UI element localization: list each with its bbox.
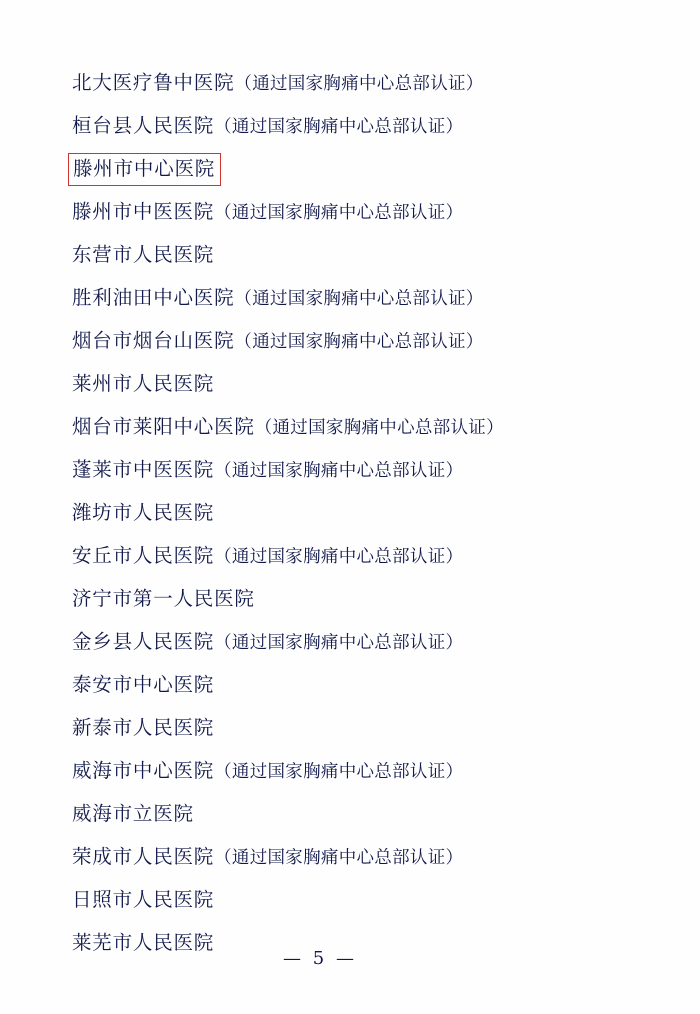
hospital-name: 烟台市莱阳中心医院 <box>72 415 255 438</box>
list-item <box>72 578 632 621</box>
list-item <box>72 105 632 148</box>
list-item <box>72 62 632 105</box>
hospital-name: 北大医疗鲁中医院 <box>72 71 235 94</box>
hospital-note: （通过国家胸痛中心总部认证） <box>214 762 464 782</box>
list-item <box>72 664 632 707</box>
hospital-name: 泰安市中心医院 <box>72 673 215 696</box>
hospital-name: 威海市立医院 <box>72 802 194 825</box>
list-item <box>72 320 632 363</box>
hospital-list <box>72 62 632 965</box>
hospital-note: （通过国家胸痛中心总部认证） <box>214 203 464 223</box>
hospital-name: 莱芜市人民医院 <box>72 931 215 954</box>
list-item <box>72 621 632 664</box>
hospital-name: 荣成市人民医院 <box>72 845 215 868</box>
list-item-highlighted <box>72 148 632 191</box>
list-item <box>72 707 632 750</box>
hospital-name: 济宁市第一人民医院 <box>72 587 255 610</box>
hospital-name: 莱州市人民医院 <box>72 372 215 395</box>
list-item <box>72 492 632 535</box>
page-number: — 5 — <box>283 948 357 969</box>
hospital-name: 安丘市人民医院 <box>72 544 215 567</box>
list-item <box>72 793 632 836</box>
list-item <box>72 363 632 406</box>
hospital-note: （通过国家胸痛中心总部认证） <box>214 633 464 653</box>
hospital-note: （通过国家胸痛中心总部认证） <box>234 289 484 309</box>
hospital-note: （通过国家胸痛中心总部认证） <box>214 461 464 481</box>
hospital-name: 东营市人民医院 <box>72 243 215 266</box>
hospital-name: 胜利油田中心医院 <box>72 286 235 309</box>
hospital-name: 烟台市烟台山医院 <box>72 329 235 352</box>
hospital-name: 威海市中心医院 <box>72 759 215 782</box>
hospital-name: 新泰市人民医院 <box>72 716 215 739</box>
list-item <box>72 277 632 320</box>
list-item <box>72 535 632 578</box>
list-item <box>72 191 632 234</box>
list-item <box>72 449 632 492</box>
hospital-note: （通过国家胸痛中心总部认证） <box>214 117 464 137</box>
list-item <box>72 879 632 922</box>
hospital-name: 金乡县人民医院 <box>72 630 215 653</box>
hospital-note: （通过国家胸痛中心总部认证） <box>214 848 464 868</box>
hospital-note: （通过国家胸痛中心总部认证） <box>234 332 484 352</box>
hospital-note: （通过国家胸痛中心总部认证） <box>234 74 484 94</box>
hospital-note: （通过国家胸痛中心总部认证） <box>214 547 464 567</box>
hospital-name: 潍坊市人民医院 <box>72 501 215 524</box>
hospital-name: 桓台县人民医院 <box>72 114 215 137</box>
hospital-name: 滕州市中心医院 <box>68 153 221 186</box>
list-item <box>72 234 632 277</box>
list-item <box>72 836 632 879</box>
hospital-note: （通过国家胸痛中心总部认证） <box>254 418 504 438</box>
hospital-name: 滕州市中医医院 <box>72 200 215 223</box>
hospital-name: 蓬莱市中医医院 <box>72 458 215 481</box>
list-item <box>72 406 632 449</box>
list-item <box>72 750 632 793</box>
hospital-name: 日照市人民医院 <box>72 888 215 911</box>
